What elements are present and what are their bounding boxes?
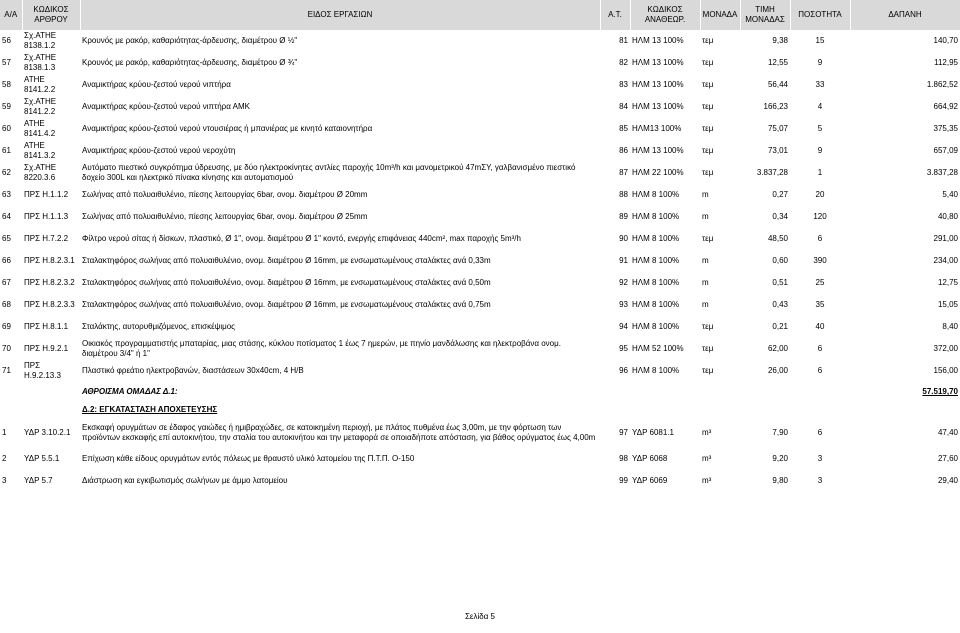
cell-rev: ΗΛΜ 13 100% xyxy=(632,102,684,111)
cell-desc: Οικιακός προγραμματιστής μπαταρίας, μιας στάσης, κύκλου ποτίσματος 1 έως 7 ημερών, με πηνίο μανδάλωσης και ηλεκτροβάνα ονομ. διαμέτρου 3/4" ή 1" xyxy=(82,339,561,358)
header-article-code: ΚΩΔΙΚΟΣ ΑΡΘΡΟΥ xyxy=(22,0,80,30)
cell-code: ΠΡΣ Η.8.2.3.1 xyxy=(24,256,75,265)
cell-cost: 40,80 xyxy=(937,212,958,221)
table-row xyxy=(0,118,960,140)
cell-qty: 9 xyxy=(817,146,823,155)
section2-rows xyxy=(0,418,960,492)
cell-cost: 15,05 xyxy=(937,300,958,309)
cell-rev: ΥΔΡ 6069 xyxy=(632,476,668,485)
cell-cost: 657,09 xyxy=(933,146,958,155)
cell-unit: m³ xyxy=(702,476,712,485)
cell-idx: 1 xyxy=(2,428,7,437)
cell-unit: τεμ xyxy=(702,124,714,133)
cell-code: ΑΤΗΕ 8141.2.2 xyxy=(24,75,56,94)
cell-price: 9,80 xyxy=(772,476,788,485)
cell-cost: 29,40 xyxy=(937,476,958,485)
table-row xyxy=(0,338,960,360)
cell-price: 12,55 xyxy=(767,58,788,67)
cell-unit: m xyxy=(702,278,709,287)
cell-unit: m xyxy=(702,190,709,199)
cell-at: 92 xyxy=(619,278,628,287)
cell-desc: Αναμικτήρας κρύου-ζεστού νερού ντουσιέρας ή μπανιέρας με κινητό καταιονητήρα xyxy=(82,124,373,133)
table-row xyxy=(0,184,960,206)
cell-rev: ΗΛΜ 13 100% xyxy=(632,58,684,67)
cell-cost: 156,00 xyxy=(933,366,958,375)
table-row xyxy=(0,272,960,294)
cell-unit: τεμ xyxy=(702,344,714,353)
header-unit: ΜΟΝΑΔΑ xyxy=(700,0,740,30)
cell-qty: 33 xyxy=(815,80,825,89)
cell-rev: ΗΛΜ 8 100% xyxy=(632,300,680,309)
cell-rev: ΗΛΜ 8 100% xyxy=(632,212,680,221)
cell-idx: 69 xyxy=(2,322,11,331)
cell-qty: 5 xyxy=(817,124,823,133)
cell-qty: 6 xyxy=(817,344,823,353)
cell-at: 95 xyxy=(619,344,628,353)
cell-code: ΥΔΡ 3.10.2.1 xyxy=(24,428,71,437)
cell-desc: Σωλήνας από πολυαιθυλένιο, πίεσης λειτουργίας 6bar, ονομ. διαμέτρου Ø 20mm xyxy=(82,190,368,199)
cell-unit: m³ xyxy=(702,428,712,437)
cell-cost: 5,40 xyxy=(942,190,958,199)
cell-rev: ΗΛΜ 13 100% xyxy=(632,80,684,89)
cell-at: 87 xyxy=(619,168,628,177)
cell-unit: τεμ xyxy=(702,102,714,111)
cell-qty: 6 xyxy=(817,234,823,243)
cell-desc: Αναμικτήρας κρύου-ζεστού νερού νιπτήρα xyxy=(82,80,231,89)
table-row xyxy=(0,360,960,382)
table-row xyxy=(0,30,960,52)
cell-idx: 67 xyxy=(2,278,11,287)
cell-price: 75,07 xyxy=(767,124,788,133)
cell-qty: 6 xyxy=(817,366,823,375)
cell-price: 73,01 xyxy=(767,146,788,155)
cell-rev: ΗΛΜ 52 100% xyxy=(632,344,684,353)
cell-idx: 64 xyxy=(2,212,11,221)
cell-code: ΑΤΗΕ 8141.3.2 xyxy=(24,141,56,160)
header-unit-price: ΤΙΜΗ ΜΟΝΑΔΑΣ xyxy=(740,0,790,30)
page-number: Σελίδα 5 xyxy=(464,612,496,621)
cell-qty: 20 xyxy=(815,190,825,199)
cell-at: 90 xyxy=(619,234,628,243)
cell-qty: 35 xyxy=(815,300,825,309)
cell-at: 93 xyxy=(619,300,628,309)
cell-unit: m³ xyxy=(702,454,712,463)
cell-desc: Αναμικτήρας κρύου-ζεστού νερού νεροχύτη xyxy=(82,146,236,155)
cell-price: 166,23 xyxy=(763,102,788,111)
cell-code: Σχ.ΑΤΗΕ 8138.1.3 xyxy=(24,53,57,72)
cell-price: 9,20 xyxy=(772,454,788,463)
table-row xyxy=(0,448,960,470)
cell-qty: 120 xyxy=(813,212,827,221)
cell-desc: Κρουνός με ρακόρ, καθαριότητας-άρδευσης, διαμέτρου Ø ¾" xyxy=(82,58,298,67)
cell-at: 88 xyxy=(619,190,628,199)
cell-rev: ΗΛΜ 8 100% xyxy=(632,256,680,265)
cell-price: 7,90 xyxy=(772,428,788,437)
cell-cost: 291,00 xyxy=(933,234,958,243)
cell-unit: τεμ xyxy=(702,366,714,375)
cell-at: 99 xyxy=(619,476,628,485)
cell-unit: τεμ xyxy=(702,80,714,89)
cell-cost: 372,00 xyxy=(933,344,958,353)
table-row xyxy=(0,162,960,184)
cell-code: ΥΔΡ 5.7 xyxy=(24,476,53,485)
cell-code: Σχ.ΑΤΗΕ 8220.3.6 xyxy=(24,163,57,182)
cell-code: ΑΤΗΕ 8141.4.2 xyxy=(24,119,56,138)
cell-price: 56,44 xyxy=(767,80,788,89)
cell-price: 0,51 xyxy=(772,278,788,287)
cell-price: 48,50 xyxy=(767,234,788,243)
cell-code: ΠΡΣ Η.9.2.1 xyxy=(24,344,69,353)
cell-desc: Σταλάκτης, αυτορυθμιζόμενος, επισκέψιμος xyxy=(82,322,236,331)
cell-desc: Αναμικτήρας κρύου-ζεστού νερού νιπτήρα ΑΜΚ xyxy=(82,102,250,111)
header-work-type: ΕΙΔΟΣ ΕΡΓΑΣΙΩΝ xyxy=(80,0,600,30)
cell-rev: ΗΛΜ 22 100% xyxy=(632,168,684,177)
table-row xyxy=(0,418,960,448)
cell-cost: 375,35 xyxy=(933,124,958,133)
header-cost: ΔΑΠΑΝΗ xyxy=(850,0,960,30)
header-row xyxy=(0,0,960,30)
cell-idx: 57 xyxy=(2,58,11,67)
cell-idx: 62 xyxy=(2,168,11,177)
table-row xyxy=(0,96,960,118)
cell-desc: Φίλτρο νερού σίτας ή δίσκων, πλαστικό, Ø 1", ονομ. διαμέτρου Ø 1" κοντό, ενεργής επιφάνειας 440cm², max παροχής 5m³/h xyxy=(82,234,521,243)
cell-idx: 56 xyxy=(2,36,11,45)
cell-unit: τεμ xyxy=(702,322,714,331)
cell-qty: 3 xyxy=(817,476,823,485)
cell-qty: 1 xyxy=(817,168,823,177)
cell-unit: m xyxy=(702,256,709,265)
group-total-label: ΑΘΡΟΙΣΜΑ ΟΜΑΔΑΣ Δ.1: xyxy=(82,387,178,396)
cell-desc: Πλαστικό φρεάτιο ηλεκτροβανών, διαστάσεων 30x40cm, 4 H/B xyxy=(82,366,304,375)
cell-qty: 25 xyxy=(815,278,825,287)
cell-code: Σχ.ΑΤΗΕ 8138.1.2 xyxy=(24,31,57,50)
header-revision-code: ΚΩΔΙΚΟΣ ΑΝΑΘΕΩΡ. xyxy=(630,0,700,30)
cell-idx: 70 xyxy=(2,344,11,353)
cell-idx: 65 xyxy=(2,234,11,243)
cell-at: 91 xyxy=(619,256,628,265)
table-row xyxy=(0,470,960,492)
cell-idx: 68 xyxy=(2,300,11,309)
group-total-row xyxy=(0,382,960,402)
cell-qty: 15 xyxy=(815,36,825,45)
table-row xyxy=(0,140,960,162)
header-quantity: ΠΟΣΟΤΗΤΑ xyxy=(790,0,850,30)
cell-code: ΠΡΣ Η.1.1.3 xyxy=(24,212,69,221)
cell-idx: 63 xyxy=(2,190,11,199)
cell-at: 85 xyxy=(619,124,628,133)
cell-price: 0,27 xyxy=(772,190,788,199)
cell-idx: 58 xyxy=(2,80,11,89)
cell-idx: 3 xyxy=(2,476,7,485)
cell-desc: Εκσκαφή ορυγμάτων σε έδαφος γαιώδες ή ημιβραχώδες, σε κατοικημένη περιοχή, με πλάτος πυθμένα έως 3,00m, με την φόρτωση των προϊόντων εκσκαφής επί αυτοκινήτου, την σταλία του αυτοκινήτου και την μεταφορά σε οποιαδήποτε απόσταση, για βάθος ορύγματος έως 4,00m xyxy=(82,423,596,442)
cell-rev: ΗΛΜ 13 100% xyxy=(632,36,684,45)
cell-cost: 8,40 xyxy=(942,322,958,331)
cell-rev: ΗΛΜ 8 100% xyxy=(632,190,680,199)
cell-idx: 61 xyxy=(2,146,11,155)
cell-unit: τεμ xyxy=(702,36,714,45)
section2-title: Δ.2: ΕΓΚΑΤΑΣΤΑΣΗ ΑΠΟΧΕΤΕΥΣΗΣ xyxy=(82,405,218,414)
cell-rev: ΥΔΡ 6068 xyxy=(632,454,668,463)
cell-price: 0,60 xyxy=(772,256,788,265)
cell-qty: 4 xyxy=(817,102,823,111)
table-row xyxy=(0,294,960,316)
cell-code: ΠΡΣ Η.7.2.2 xyxy=(24,234,69,243)
table-row xyxy=(0,250,960,272)
cell-price: 3.837,28 xyxy=(756,168,788,177)
table-row xyxy=(0,74,960,96)
cell-qty: 390 xyxy=(813,256,827,265)
cell-code: ΥΔΡ 5.5.1 xyxy=(24,454,60,463)
cell-desc: Κρουνός με ρακόρ, καθαριότητας-άρδευσης, διαμέτρου Ø ½" xyxy=(82,36,298,45)
cell-cost: 234,00 xyxy=(933,256,958,265)
cell-cost: 27,60 xyxy=(937,454,958,463)
table-row xyxy=(0,316,960,338)
cell-cost: 112,95 xyxy=(934,58,958,67)
cell-cost: 1.862,52 xyxy=(926,80,958,89)
cell-unit: τεμ xyxy=(702,234,714,243)
cell-idx: 71 xyxy=(2,366,11,375)
cell-desc: Σταλακτηφόρος σωλήνας από πολυαιθυλένιο, ονομ. διαμέτρου Ø 16mm, με ενσωματωμένους σταλάκτες ανά 0,50m xyxy=(82,278,491,287)
cell-code: Σχ.ΑΤΗΕ 8141.2.2 xyxy=(24,97,57,116)
cell-rev: ΗΛΜ 8 100% xyxy=(632,278,680,287)
cell-price: 0,34 xyxy=(772,212,788,221)
cell-code: ΠΡΣ Η.1.1.2 xyxy=(24,190,69,199)
cell-code: ΠΡΣ Η.9.2.13.3 xyxy=(24,361,61,380)
cell-qty: 3 xyxy=(817,454,823,463)
table-row xyxy=(0,52,960,74)
cell-desc: Επίχωση κάθε είδους ορυγμάτων εντός πόλεως με θραυστό υλικό λατομείου της Π.Τ.Π. Ο-150 xyxy=(82,454,415,463)
header-aa: Α/Α xyxy=(0,0,22,30)
cell-price: 0,43 xyxy=(772,300,788,309)
cell-at: 81 xyxy=(619,36,628,45)
cell-qty: 40 xyxy=(815,322,825,331)
cell-cost: 3.837,28 xyxy=(926,168,958,177)
cell-at: 94 xyxy=(619,322,628,331)
cell-at: 97 xyxy=(619,428,628,437)
group-total-value: 57.519,70 xyxy=(922,387,958,396)
cell-code: ΠΡΣ Η.8.2.3.3 xyxy=(24,300,75,309)
cell-rev: ΗΛΜ 8 100% xyxy=(632,366,680,375)
cell-idx: 66 xyxy=(2,256,11,265)
cell-desc: Διάστρωση και εγκιβωτισμός σωλήνων με άμμο λατομείου xyxy=(82,476,288,485)
section1-summary xyxy=(0,382,960,418)
cell-at: 86 xyxy=(619,146,628,155)
section2-title-row xyxy=(0,402,960,418)
cell-cost: 140,70 xyxy=(933,36,958,45)
cell-rev: ΗΛΜ 8 100% xyxy=(632,234,680,243)
cell-unit: m xyxy=(702,212,709,221)
cell-unit: τεμ xyxy=(702,168,714,177)
cell-price: 62,00 xyxy=(767,344,788,353)
cell-at: 96 xyxy=(619,366,628,375)
cell-cost: 664,92 xyxy=(933,102,958,111)
cell-at: 98 xyxy=(619,454,628,463)
cell-rev: ΗΛΜ 8 100% xyxy=(632,322,680,331)
cell-cost: 12,75 xyxy=(937,278,958,287)
cell-at: 89 xyxy=(619,212,628,221)
cell-unit: m xyxy=(702,300,709,309)
cell-code: ΠΡΣ Η.8.1.1 xyxy=(24,322,69,331)
cell-desc: Αυτόματο πιεστικό συγκρότημα ύδρευσης, με δύο ηλεκτροκίνητες αντλίες παροχής 10m³/h και μανομετρικού 47mΣΥ, γαλβανισμένο πιεστικό δοχείο 300L και ηλεκτρικό πίνακα κίνησης και αυτοματισμού xyxy=(82,163,576,182)
header-at: Α.Τ. xyxy=(600,0,630,30)
cell-rev: ΗΛΜ13 100% xyxy=(632,124,682,133)
cell-cost: 47,40 xyxy=(937,428,958,437)
cell-at: 82 xyxy=(619,58,628,67)
cell-idx: 2 xyxy=(2,454,7,463)
table-row xyxy=(0,228,960,250)
cell-rev: ΗΛΜ 13 100% xyxy=(632,146,684,155)
cell-desc: Σταλακτηφόρος σωλήνας από πολυαιθυλένιο, ονομ. διαμέτρου Ø 16mm, με ενσωματωμένους σταλάκτες ανά 0,75m xyxy=(82,300,491,309)
section1-rows xyxy=(0,30,960,382)
cell-qty: 6 xyxy=(817,428,823,437)
cell-at: 84 xyxy=(619,102,628,111)
cell-price: 0,21 xyxy=(772,322,788,331)
cell-idx: 59 xyxy=(2,102,11,111)
cell-unit: τεμ xyxy=(702,58,714,67)
cell-desc: Σταλακτηφόρος σωλήνας από πολυαιθυλένιο, ονομ. διαμέτρου Ø 16mm, με ενσωματωμένους σταλάκτες ανά 0,33m xyxy=(82,256,491,265)
cell-code: ΠΡΣ Η.8.2.3.2 xyxy=(24,278,75,287)
cell-at: 83 xyxy=(619,80,628,89)
cell-price: 26,00 xyxy=(767,366,788,375)
cell-qty: 9 xyxy=(817,58,823,67)
cell-rev: ΥΔΡ 6081.1 xyxy=(632,428,674,437)
cell-unit: τεμ xyxy=(702,146,714,155)
cell-price: 9,38 xyxy=(772,36,788,45)
cell-idx: 60 xyxy=(2,124,11,133)
cell-desc: Σωλήνας από πολυαιθυλένιο, πίεσης λειτουργίας 6bar, ονομ. διαμέτρου Ø 25mm xyxy=(82,212,368,221)
table-row xyxy=(0,206,960,228)
